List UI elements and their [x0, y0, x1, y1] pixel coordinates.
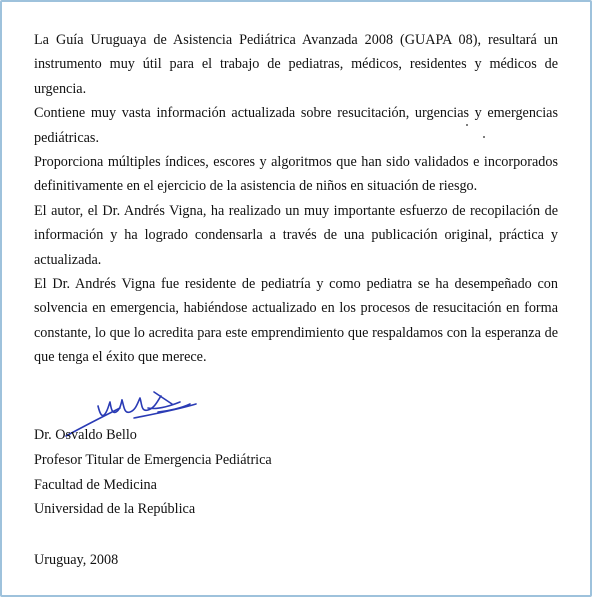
signature-block	[34, 423, 434, 522]
signatory-name: Dr. Osvaldo Bello	[34, 427, 137, 443]
letter-body	[34, 28, 558, 370]
place-date: Uruguay, 2008	[34, 552, 119, 568]
paragraph-endorsement: El Dr. Andrés Vigna fue residente de pediatría y como pediatra se ha desempeñado con solvencia en emergencia, habiéndose actualizado en los procesos de resucitación en forma constante, lo que lo acredita para este emprendimiento que respaldamos con la esperanza de que tenga el éxito que merece.	[34, 276, 558, 366]
scan-speck	[483, 136, 485, 138]
paragraph-author: El autor, el Dr. Andrés Vigna, ha realizado un muy importante esfuerzo de recopilación de información y ha logrado condensarla a través de una publicación original, práctica y actualizada.	[34, 202, 558, 268]
signatory-title: Profesor Titular de Emergencia Pediátrica	[34, 451, 272, 468]
scan-speck	[466, 124, 468, 126]
paragraph-indices: Proporciona múltiples índices, escores y algoritmos que han sido validados e incorporados definitivamente en el ejercicio de la asistencia de niños en situación de riesgo.	[34, 154, 558, 195]
signatory-faculty: Facultad de Medicina	[34, 476, 157, 493]
paragraph-intro: La Guía Uruguaya de Asistencia Pediátrica Avanzada 2008 (GUAPA 08), resultará un instrumento muy útil para el trabajo de pediatras, médicos, residentes y médicos de urgencia.	[34, 32, 558, 97]
paragraph-content: Contiene muy vasta información actualizada sobre resucitación, urgencias y emergencias pediátricas.	[34, 105, 558, 146]
signatory-university: Universidad de la República	[34, 501, 196, 518]
